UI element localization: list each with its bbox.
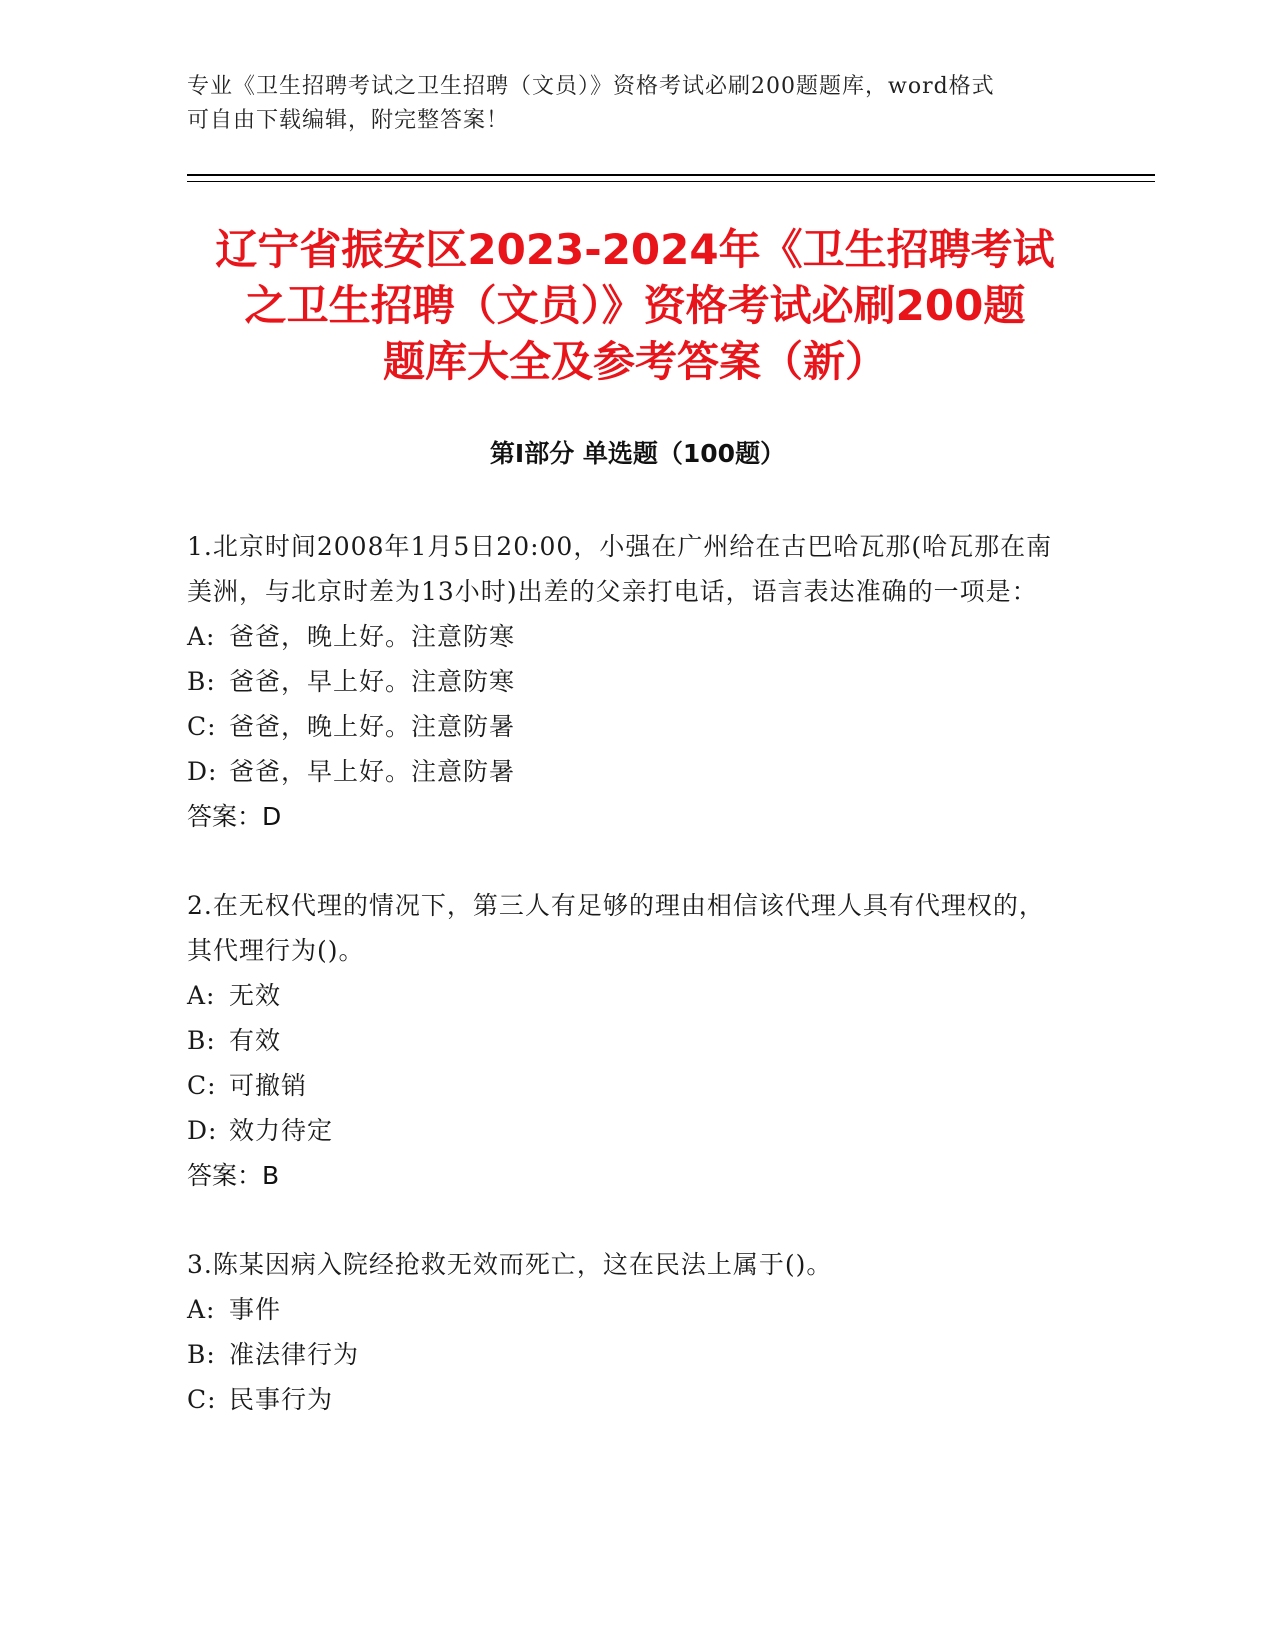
option-a <box>187 973 1067 1018</box>
option-key: B: <box>187 667 216 696</box>
option-key: C: <box>187 1071 217 1100</box>
question-list <box>187 524 1067 1466</box>
option-key: D: <box>187 1116 218 1145</box>
option-d <box>187 749 1067 794</box>
header-note <box>187 70 1067 138</box>
option-key: B: <box>187 1340 216 1369</box>
question-stem: 2.在无权代理的情况下，第三人有足够的理由相信该代理人具有代理权的，其代理行为()。 <box>187 891 1045 965</box>
option-text: 爸爸，晚上好。注意防暑 <box>229 712 516 741</box>
option-text: 爸爸，晚上好。注意防寒 <box>229 622 516 651</box>
option-text: 事件 <box>229 1295 282 1324</box>
option-key: A: <box>187 622 216 651</box>
document-title-line-2: 之卫生招聘（文员）》资格考试必刷200题 <box>244 281 1026 330</box>
option-key: A: <box>187 1295 216 1324</box>
option-text: 无效 <box>229 981 282 1010</box>
header-note-line-1: 专业《卫生招聘考试之卫生招聘（文员）》资格考试必刷200题题库，word格式 <box>187 74 995 99</box>
answer: 答案：D <box>187 802 282 831</box>
option-text: 爸爸，早上好。注意防暑 <box>229 757 516 786</box>
option-b <box>187 1018 1067 1063</box>
question-stem: 3.陈某因病入院经抢救无效而死亡，这在民法上属于()。 <box>187 1250 833 1279</box>
option-key: A: <box>187 981 216 1010</box>
question-1 <box>187 524 1067 839</box>
header-divider-thin <box>187 181 1155 182</box>
section-heading: 第Ⅰ部分 单选题（100题） <box>489 439 786 468</box>
option-text: 可撤销 <box>229 1071 308 1100</box>
option-text: 有效 <box>229 1026 282 1055</box>
option-text: 爸爸，早上好。注意防寒 <box>229 667 516 696</box>
option-key: B: <box>187 1026 216 1055</box>
option-text: 准法律行为 <box>229 1340 360 1369</box>
option-b <box>187 659 1067 704</box>
document-title-line-3: 题库大全及参考答案（新） <box>382 337 887 386</box>
answer: 答案：B <box>187 1161 280 1190</box>
option-a <box>187 614 1067 659</box>
document-title-line-1: 辽宁省振安区2023-2024年《卫生招聘考试 <box>215 225 1055 274</box>
question-3 <box>187 1242 1067 1422</box>
option-text: 民事行为 <box>229 1385 334 1414</box>
option-a <box>187 1287 1067 1332</box>
question-stem: 1.北京时间2008年1月5日20:00，小强在广州给在古巴哈瓦那(哈瓦那在南美洲，与北京时差为13小时)出差的父亲打电话，语言表达准确的一项是： <box>187 532 1053 606</box>
option-d <box>187 1108 1067 1153</box>
option-key: C: <box>187 1385 217 1414</box>
option-c <box>187 1377 1067 1422</box>
option-text: 效力待定 <box>229 1116 334 1145</box>
document-title <box>190 222 1080 390</box>
header-divider-thick <box>187 174 1155 176</box>
header-note-line-2: 可自由下载编辑，附完整答案！ <box>187 108 510 133</box>
option-c <box>187 1063 1067 1108</box>
question-2 <box>187 883 1067 1198</box>
option-key: D: <box>187 757 218 786</box>
option-key: C: <box>187 712 217 741</box>
option-b <box>187 1332 1067 1377</box>
option-c <box>187 704 1067 749</box>
